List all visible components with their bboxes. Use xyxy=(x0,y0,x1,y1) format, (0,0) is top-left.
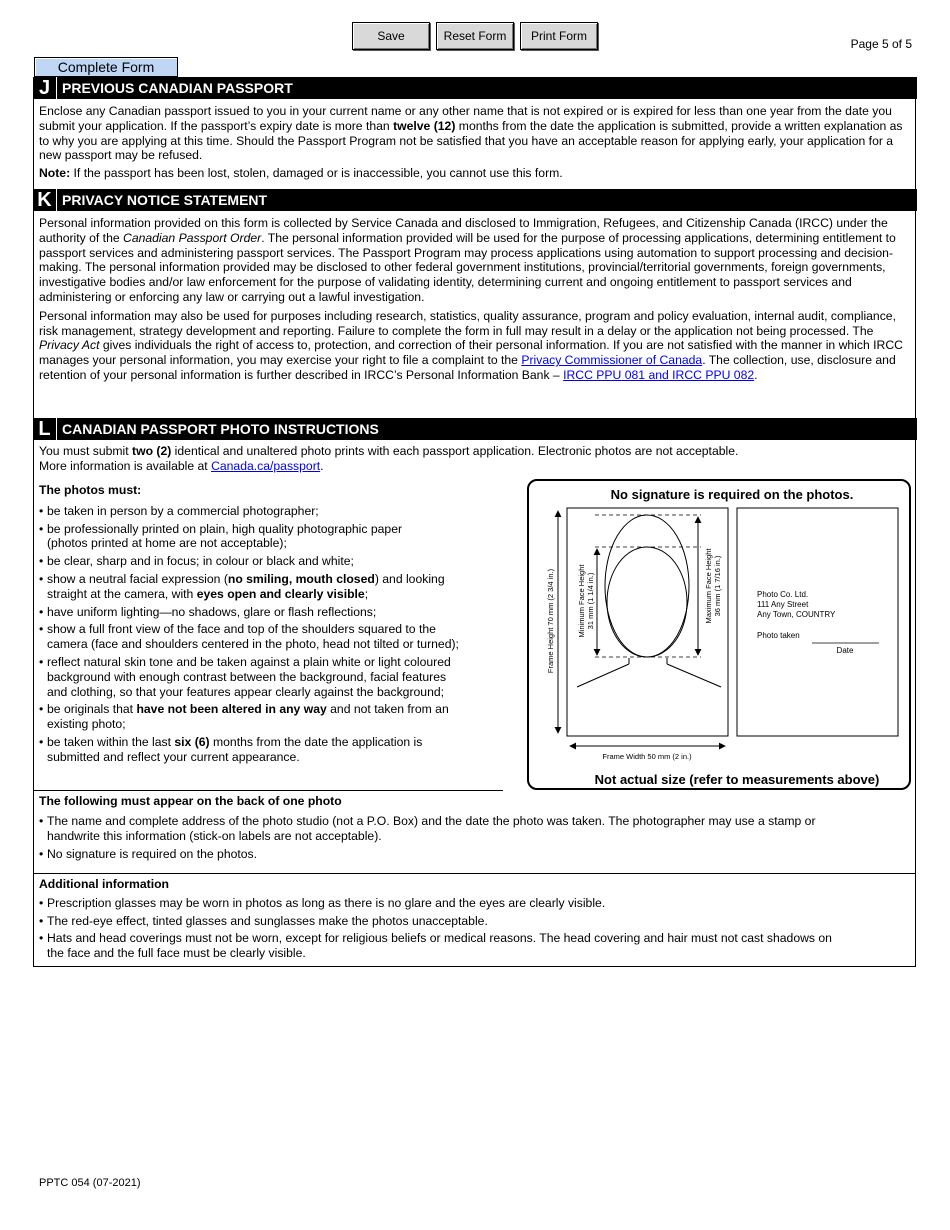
privacy-paragraph-1: Personal information provided on this form is collected by Service Canada and disclosed to Immigration, Refugees, and Citizenship Canada (IRCC) under the authority of the Canadian Passport Order. The personal information provided will be used for the purpose of processing applications, determining entitlement to passport services and administering passport services. The Passport Program may process applications using automation to support processing and decision-making. The personal information provided may be disclosed to other federal government institutions, provincial/territorial governments, foreign governments, investigative bodies and/or law enforcement for the purpose of validating identity, determining current and ongoing entitlement to passport services and administering or enforcing any law or carrying out a lawful investigation. xyxy=(39,216,896,304)
back-of-photo-section xyxy=(39,794,911,865)
min-face-oval xyxy=(607,547,687,657)
photo-requirements xyxy=(39,483,501,768)
print-form-button[interactable]: Print Form xyxy=(520,22,598,50)
shoulder-left xyxy=(577,664,629,687)
list-item: • The name and complete address of the photo studio (not a P.O. Box) and the date the photo was taken. The photographer may use a stamp or handwrite this information (stick-on labels are not acceptable). xyxy=(39,814,911,844)
section-l-header xyxy=(33,418,917,440)
studio-town: Any Town, COUNTRY xyxy=(757,610,836,619)
photo-intro-line-1: You must submit two (2) identical and unaltered photo prints with each passport application. Electronic photos are not acceptable. xyxy=(39,444,739,458)
privacy-paragraph-2: Personal information may also be used for purposes including research, statistics, quality assurance, program and policy evaluation, internal audit, compliance, risk management, strategy development and reporting. Failure to complete the form in full may result in a delay or the application not being processed. The Privacy Act gives individuals the right of access to, protection, and correction of their personal information. If you are not satisfied with the manner in which IRCC manages your personal information, you may exercise your right to file a complaint to the Privacy Commissioner of Canada. The collection, use, disclosure and retention of your personal information is further described in IRCC’s Personal Information Bank – IRCC PPU 081 and IRCC PPU 082. xyxy=(39,308,903,382)
reset-form-button[interactable]: Reset Form xyxy=(436,22,514,50)
list-item: • The red-eye effect, tinted glasses and sunglasses make the photos unacceptable. xyxy=(39,914,911,929)
section-l-intro xyxy=(39,444,911,474)
section-j-body xyxy=(39,104,911,181)
complete-form-button[interactable]: Complete Form xyxy=(34,57,178,77)
max-face-label-1: Maximum Face Height xyxy=(704,548,713,624)
list-item: • have uniform lighting—no shadows, glare or flash reflections; xyxy=(39,605,501,620)
photo-taken-label: Photo taken xyxy=(757,631,800,640)
list-item: • Hats and head coverings must not be worn, except for religious beliefs or medical reasons. The head covering and hair must not cast shadows on the face and the full face must be clearly visible. xyxy=(39,931,911,961)
min-face-label-1: Minimum Face Height xyxy=(577,564,586,638)
photo-back-frame xyxy=(737,508,898,736)
studio-street: 111 Any Street xyxy=(757,600,809,609)
list-item: • reflect natural skin tone and be taken against a plain white or light coloured background with enough contrast between the background, facial features and clothing, so that your features appear clearly against the background; xyxy=(39,655,501,699)
list-item: • show a neutral facial expression (no smiling, mouth closed) and looking straight at the camera, with eyes open and clearly visible; xyxy=(39,572,501,602)
min-face-label-2: 31 mm (1 1/4 in.) xyxy=(586,572,595,630)
section-l-letter: L xyxy=(33,418,57,440)
back-of-photo-heading: The following must appear on the back of one photo xyxy=(39,794,342,808)
section-j-letter: J xyxy=(33,77,57,99)
section-k-letter: K xyxy=(33,189,57,211)
photo-intro-line-2: More information is available at Canada.ca/passport. xyxy=(39,458,324,473)
list-item: • No signature is required on the photos. xyxy=(39,847,911,862)
list-item: • be taken in person by a commercial photographer; xyxy=(39,504,501,519)
not-actual-size-caption: Not actual size (refer to measurements above) xyxy=(594,772,880,787)
additional-info-heading: Additional information xyxy=(39,877,169,891)
additional-info-section xyxy=(39,877,911,964)
frame-height-label: Frame Height 70 mm (2 3/4 in.) xyxy=(546,568,555,674)
list-item: • be professionally printed on plain, high quality photographic paper (photos printed at home are not acceptable); xyxy=(39,522,501,552)
max-face-oval xyxy=(605,515,689,657)
back-of-photo-list xyxy=(39,814,911,862)
ircc-ppu-link[interactable]: IRCC PPU 081 and IRCC PPU 082 xyxy=(563,367,755,382)
frame-width-label: Frame Width 50 mm (2 in.) xyxy=(602,752,692,761)
photo-diagram-figure xyxy=(529,481,909,788)
section-l-title: CANADIAN PASSPORT PHOTO INSTRUCTIONS xyxy=(62,421,379,437)
list-item: • Prescription glasses may be worn in photos as long as there is no glare and the eyes are clearly visible. xyxy=(39,896,911,911)
section-j-paragraph: Enclose any Canadian passport issued to you in your current name or any other name that is not expired or is expired for less than one year from the date you submit your application. If the passport’s expiry date is more than twelve (12) months from the date the application is submitted, provide a written explanation as to why you are applying at this time. Should the Passport Program not be satisfied that you have an acceptable reason for applying early, your application for a new passport may be refused. xyxy=(39,104,903,163)
section-j-title: PREVIOUS CANADIAN PASSPORT xyxy=(62,80,293,96)
section-k-body xyxy=(39,216,911,383)
date-label: Date xyxy=(836,646,854,655)
max-face-label-2: 36 mm (1 7/16 in.) xyxy=(713,555,722,617)
section-k-title: PRIVACY NOTICE STATEMENT xyxy=(62,192,268,208)
divider xyxy=(33,873,916,874)
list-item: • show a full front view of the face and top of the shoulders squared to the camera (face and shoulders centered in the photo, head not tilted or turned); xyxy=(39,622,501,652)
list-item: • be clear, sharp and in focus; in colour or black and white; xyxy=(39,554,501,569)
form-toolbar xyxy=(352,22,598,50)
list-item: • be taken within the last six (6) months from the date the application is submitted and reflect your current appearance. xyxy=(39,735,501,765)
privacy-commissioner-link[interactable]: Privacy Commissioner of Canada xyxy=(521,353,703,368)
page-number: Page 5 of 5 xyxy=(850,37,912,51)
form-code: PPTC 054 (07-2021) xyxy=(39,1177,141,1189)
divider xyxy=(33,790,503,791)
photos-must-heading: The photos must: xyxy=(39,483,142,497)
shoulder-right xyxy=(667,664,721,687)
section-j-header xyxy=(33,77,917,99)
canada-passport-link[interactable]: Canada.ca/passport xyxy=(211,458,321,473)
photo-diagram xyxy=(527,479,911,790)
section-k-header xyxy=(33,189,917,211)
photo-requirements-list xyxy=(39,504,501,765)
save-button[interactable]: Save xyxy=(352,22,430,50)
studio-name: Photo Co. Ltd. xyxy=(757,590,809,599)
section-j-note: Note: If the passport has been lost, stolen, damaged or is inaccessible, you cannot use this form. xyxy=(39,166,563,181)
additional-info-list xyxy=(39,896,911,961)
no-signature-caption: No signature is required on the photos. xyxy=(610,487,854,502)
list-item: • be originals that have not been altered in any way and not taken from an existing photo; xyxy=(39,702,501,732)
